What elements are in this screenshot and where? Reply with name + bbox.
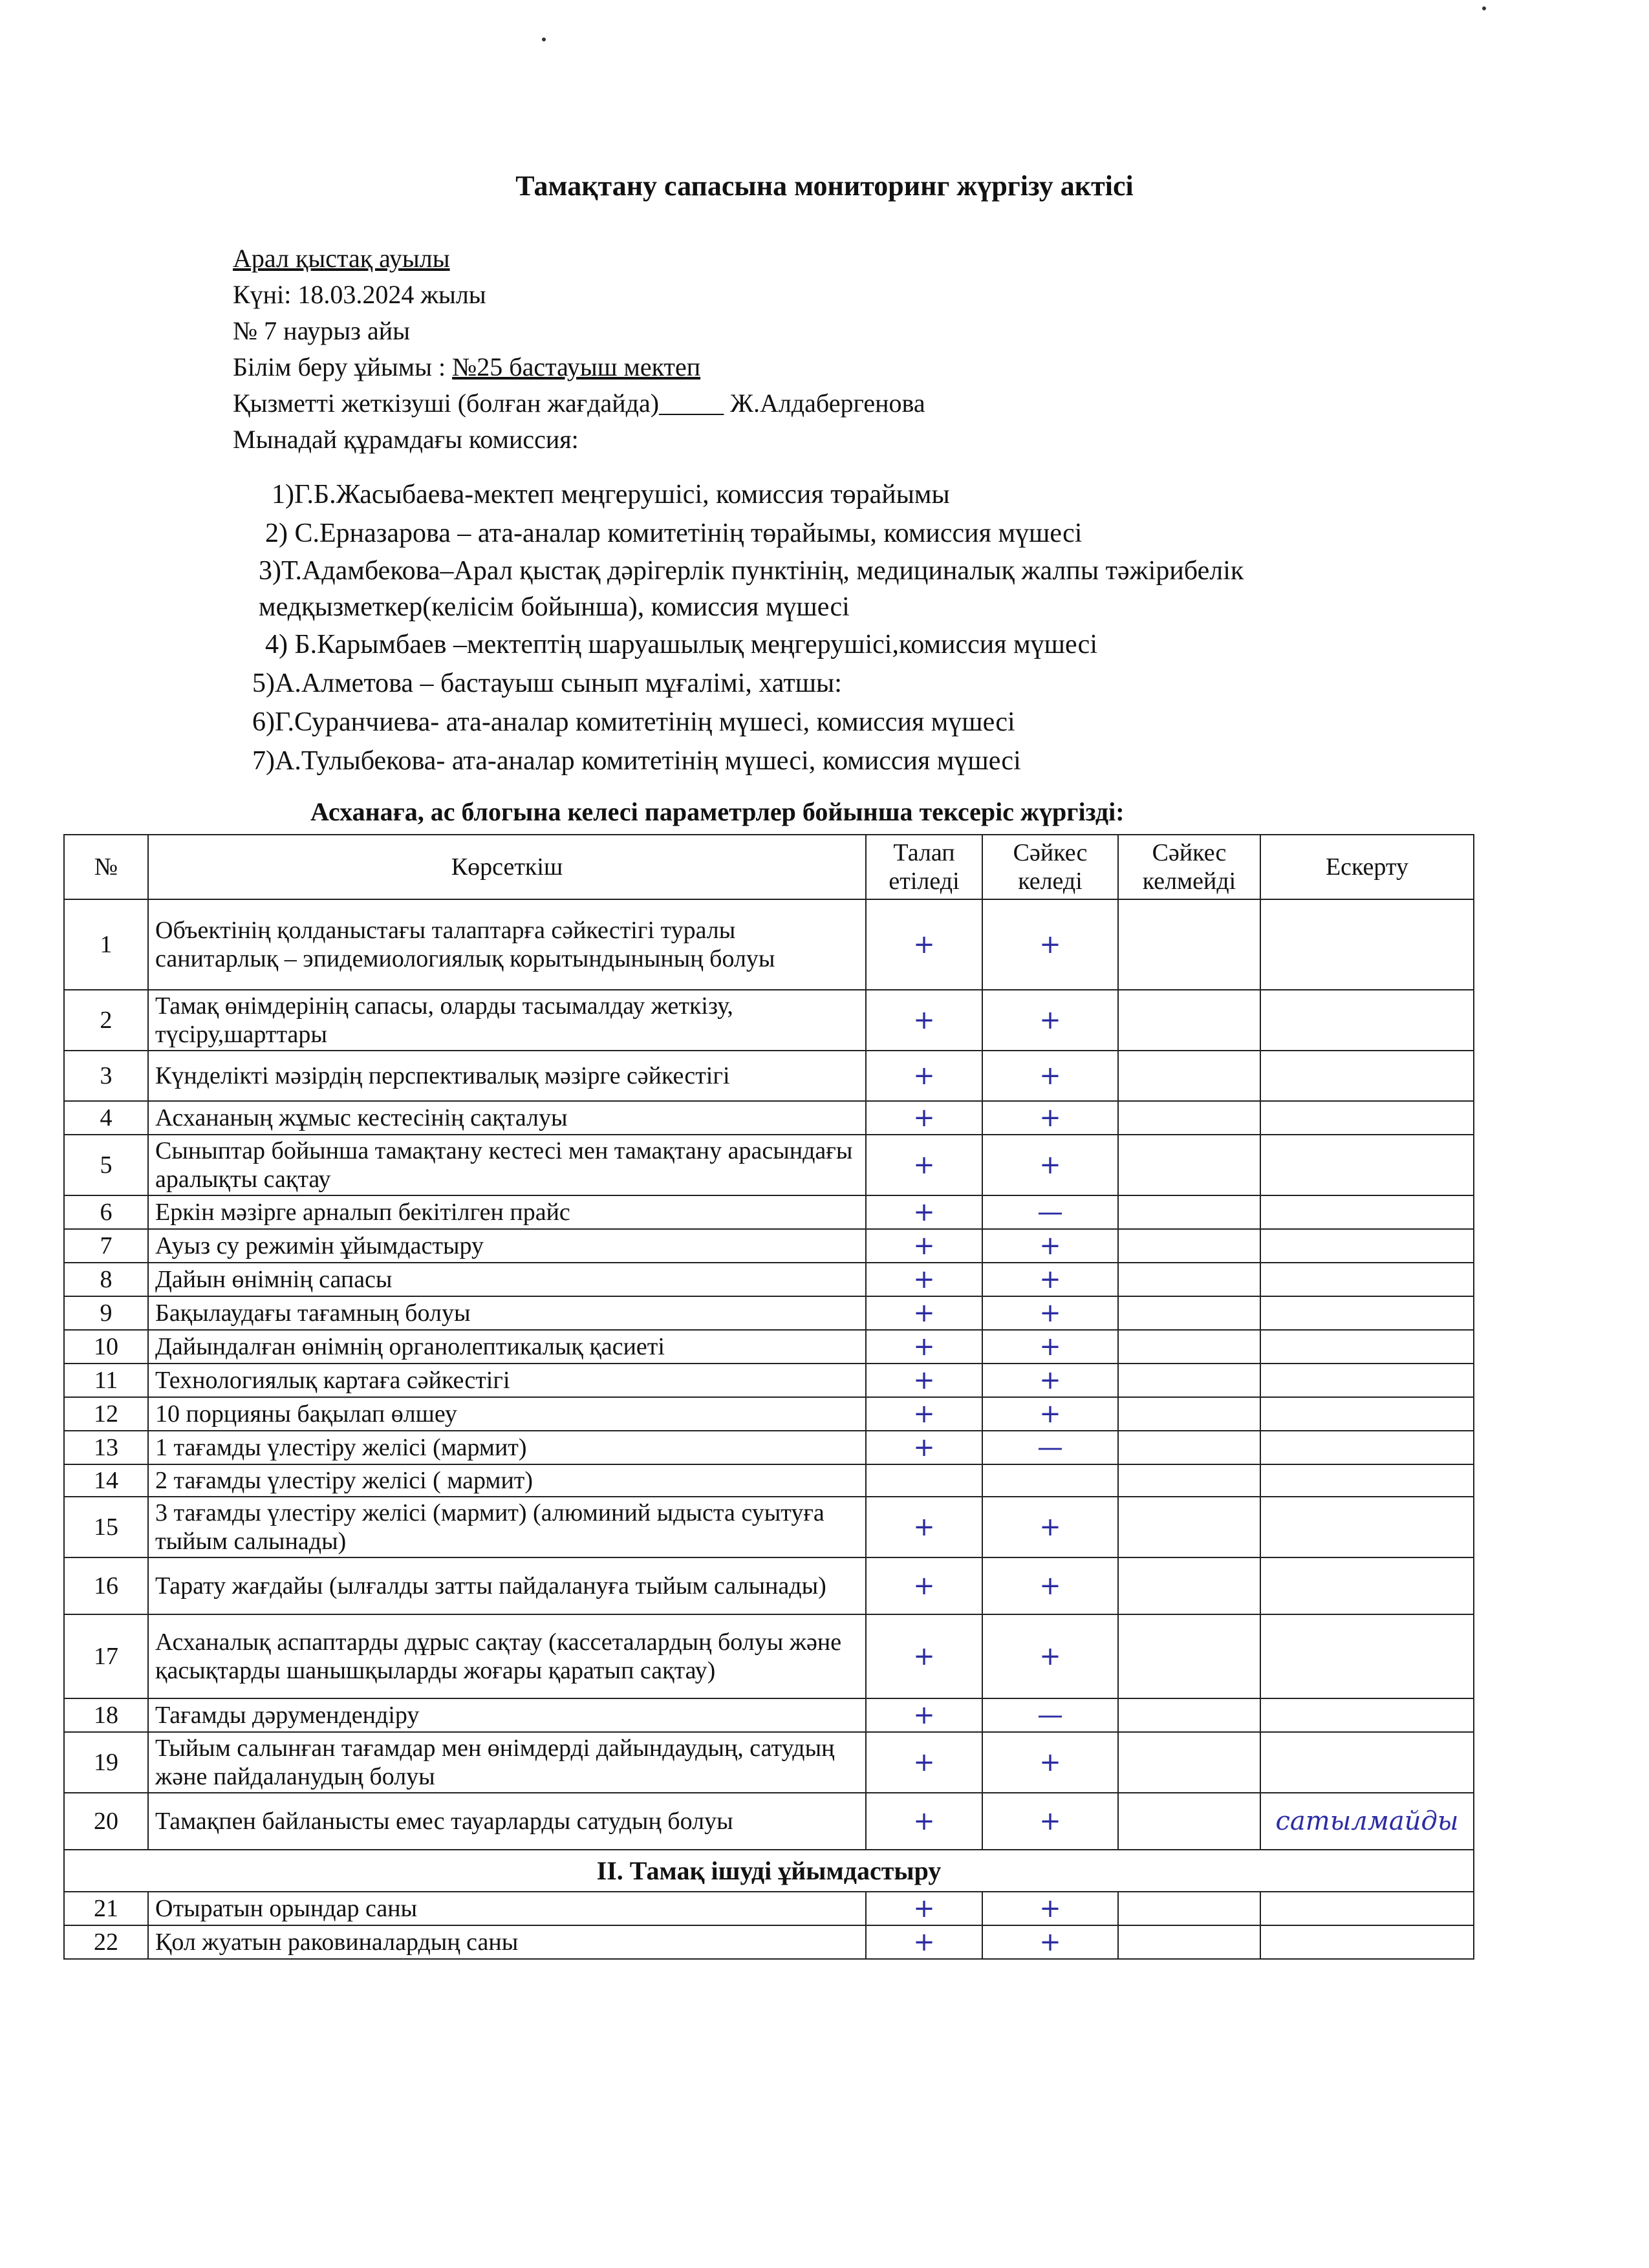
row-noncompliant-mark bbox=[1118, 1229, 1260, 1263]
row-note bbox=[1260, 1135, 1474, 1195]
row-required-mark: + bbox=[866, 1793, 982, 1850]
row-required-mark: + bbox=[866, 1732, 982, 1793]
row-noncompliant-mark bbox=[1118, 1431, 1260, 1464]
row-note bbox=[1260, 1101, 1474, 1135]
row-number: 20 bbox=[64, 1793, 148, 1850]
table-row bbox=[64, 1557, 1474, 1614]
table-row bbox=[64, 1229, 1474, 1263]
row-compliant-mark: + bbox=[982, 1557, 1118, 1614]
section-2-row bbox=[64, 1850, 1474, 1892]
row-required-mark: + bbox=[866, 1364, 982, 1397]
commission-member: 4) Б.Карымбаев –мектептің шаруашылық меңгерушісі,комиссия мүшесі bbox=[265, 630, 1097, 659]
row-compliant-mark: + bbox=[982, 1330, 1118, 1364]
table-row bbox=[64, 1698, 1474, 1732]
row-noncompliant-mark bbox=[1118, 990, 1260, 1051]
act-header bbox=[233, 241, 925, 458]
row-compliant-mark: — bbox=[982, 1195, 1118, 1229]
row-note bbox=[1260, 1296, 1474, 1330]
row-compliant-mark: + bbox=[982, 1364, 1118, 1397]
row-number: 18 bbox=[64, 1698, 148, 1732]
scan-speck bbox=[1482, 6, 1486, 10]
row-number: 15 bbox=[64, 1497, 148, 1557]
row-number: 16 bbox=[64, 1557, 148, 1614]
scan-speck bbox=[542, 37, 546, 41]
row-noncompliant-mark bbox=[1118, 1195, 1260, 1229]
header-note: Ескерту bbox=[1260, 835, 1474, 899]
table-row bbox=[64, 1135, 1474, 1195]
header-num: № bbox=[64, 835, 148, 899]
header-required: Талап етіледі bbox=[866, 835, 982, 899]
row-noncompliant-mark bbox=[1118, 899, 1260, 990]
table-row bbox=[64, 899, 1474, 990]
row-number: 2 bbox=[64, 990, 148, 1051]
row-indicator: Тағамды дәрумендендіру bbox=[148, 1698, 866, 1732]
supplier-line bbox=[233, 385, 925, 422]
table-row bbox=[64, 1263, 1474, 1296]
row-number: 13 bbox=[64, 1431, 148, 1464]
row-noncompliant-mark bbox=[1118, 1263, 1260, 1296]
row-required-mark: + bbox=[866, 1397, 982, 1431]
row-indicator: 2 тағамды үлестіру желісі ( мармит) bbox=[148, 1464, 866, 1497]
row-number: 1 bbox=[64, 899, 148, 990]
row-number: 8 bbox=[64, 1263, 148, 1296]
row-indicator: Технологиялық картаға сәйкестігі bbox=[148, 1364, 866, 1397]
row-note bbox=[1260, 1698, 1474, 1732]
row-note bbox=[1260, 1557, 1474, 1614]
row-note bbox=[1260, 1464, 1474, 1497]
row-compliant-mark: + bbox=[982, 1263, 1118, 1296]
row-note bbox=[1260, 990, 1474, 1051]
act-date: Күні: 18.03.2024 жылы bbox=[233, 280, 486, 309]
table-row bbox=[64, 1296, 1474, 1330]
row-required-mark: + bbox=[866, 1263, 982, 1296]
row-indicator: Ауыз су режимін ұйымдастыру bbox=[148, 1229, 866, 1263]
row-noncompliant-mark bbox=[1118, 1464, 1260, 1497]
inspection-intro: Асханаға, ас блогына келесі параметрлер бойынша тексеріс жүргізді: bbox=[310, 797, 1125, 826]
row-indicator: Бақылаудағы тағамның болуы bbox=[148, 1296, 866, 1330]
row-indicator: 10 порцияны бақылап өлшеу bbox=[148, 1397, 866, 1431]
row-indicator: 3 тағамды үлестіру желісі (мармит) (алюминий ыдыста суытуға тыйым салынады) bbox=[148, 1497, 866, 1557]
row-indicator: Күнделікті мәзірдің перспективалық мәзірге сәйкестігі bbox=[148, 1051, 866, 1101]
row-required-mark: + bbox=[866, 1296, 982, 1330]
table-row bbox=[64, 1793, 1474, 1850]
table-row bbox=[64, 1497, 1474, 1557]
row-compliant-mark: + bbox=[982, 1397, 1118, 1431]
row-noncompliant-mark bbox=[1118, 1330, 1260, 1364]
header-indicator: Көрсеткіш bbox=[148, 835, 866, 899]
table-row bbox=[64, 1892, 1474, 1925]
row-note bbox=[1260, 1925, 1474, 1959]
row-note bbox=[1260, 1732, 1474, 1793]
supplier-value: Ж.Алдабергенова bbox=[730, 389, 925, 418]
document-title: Тамақтану сапасына мониторинг жүргізу актісі bbox=[515, 170, 1134, 202]
row-compliant-mark: + bbox=[982, 1135, 1118, 1195]
row-required-mark: + bbox=[866, 1925, 982, 1959]
row-indicator: Еркін мәзірге арналып бекітілген прайс bbox=[148, 1195, 866, 1229]
row-required-mark: + bbox=[866, 899, 982, 990]
row-indicator: Объектінің қолданыстағы талаптарға сәйкестігі туралы санитарлық – эпидемиологиялық корытындынының болуы bbox=[148, 899, 866, 990]
row-compliant-mark bbox=[982, 1464, 1118, 1497]
row-note bbox=[1260, 1364, 1474, 1397]
row-compliant-mark: + bbox=[982, 1051, 1118, 1101]
row-number: 11 bbox=[64, 1364, 148, 1397]
row-noncompliant-mark bbox=[1118, 1732, 1260, 1793]
table-row bbox=[64, 1101, 1474, 1135]
row-number: 10 bbox=[64, 1330, 148, 1364]
header-compliant: Сәйкес келеді bbox=[982, 835, 1118, 899]
row-noncompliant-mark bbox=[1118, 1698, 1260, 1732]
table-row bbox=[64, 1464, 1474, 1497]
table-row bbox=[64, 1051, 1474, 1101]
row-compliant-mark: + bbox=[982, 1296, 1118, 1330]
row-indicator: Тыйым салынған тағамдар мен өнімдерді дайындаудың, сатудың және пайдаланудың болуы bbox=[148, 1732, 866, 1793]
table-row bbox=[64, 1431, 1474, 1464]
row-noncompliant-mark bbox=[1118, 1135, 1260, 1195]
row-number: 9 bbox=[64, 1296, 148, 1330]
row-number: 4 bbox=[64, 1101, 148, 1135]
row-noncompliant-mark bbox=[1118, 1892, 1260, 1925]
row-compliant-mark: + bbox=[982, 1497, 1118, 1557]
row-noncompliant-mark bbox=[1118, 1296, 1260, 1330]
section-2-title: ІІ. Тамақ ішуді ұйымдастыру bbox=[64, 1850, 1474, 1892]
row-indicator: Асхананың жұмыс кестесінің сақталуы bbox=[148, 1101, 866, 1135]
table-row bbox=[64, 990, 1474, 1051]
table-row bbox=[64, 1195, 1474, 1229]
row-indicator: Тамақпен байланысты емес тауарларды сатудың болуы bbox=[148, 1793, 866, 1850]
act-number-month: № 7 наурыз айы bbox=[233, 316, 411, 345]
row-note: сатылмайды bbox=[1260, 1793, 1474, 1850]
row-indicator: Асханалық аспаптарды дұрыс сақтау (кассеталардың болуы және қасықтарды шанышқыларды жоғары қаратып сақтау) bbox=[148, 1614, 866, 1698]
row-number: 12 bbox=[64, 1397, 148, 1431]
row-required-mark: + bbox=[866, 1431, 982, 1464]
row-indicator: 1 тағамды үлестіру желісі (мармит) bbox=[148, 1431, 866, 1464]
row-number: 17 bbox=[64, 1614, 148, 1698]
table-row bbox=[64, 1614, 1474, 1698]
row-compliant-mark: + bbox=[982, 1614, 1118, 1698]
row-required-mark: + bbox=[866, 1330, 982, 1364]
organization-value: №25 бастауыш мектеп bbox=[452, 352, 701, 381]
row-compliant-mark: — bbox=[982, 1698, 1118, 1732]
row-noncompliant-mark bbox=[1118, 1557, 1260, 1614]
commission-member: 1)Г.Б.Жасыбаева-мектеп меңгерушісі, комиссия төрайымы bbox=[272, 480, 950, 509]
commission-member: 5)А.Алметова – бастауыш сынып мұғалімі, хатшы: bbox=[252, 669, 842, 698]
commission-members bbox=[252, 475, 1474, 780]
table-header-row bbox=[64, 835, 1474, 899]
row-number: 19 bbox=[64, 1732, 148, 1793]
row-indicator: Сыныптар бойынша тамақтану кестесі мен тамақтану арасындағы аралықты сақтау bbox=[148, 1135, 866, 1195]
commission-member: 3)Т.Адамбекова–Арал қыстақ дәрігерлік пунктінің, медициналық жалпы тәжірибелік медқызметкер(келісім бойынша), комиссия мүшесі bbox=[259, 556, 1244, 622]
row-note bbox=[1260, 1892, 1474, 1925]
row-required-mark: + bbox=[866, 1497, 982, 1557]
row-noncompliant-mark bbox=[1118, 1793, 1260, 1850]
row-required-mark: + bbox=[866, 1698, 982, 1732]
row-note bbox=[1260, 1397, 1474, 1431]
row-number: 14 bbox=[64, 1464, 148, 1497]
table-row bbox=[64, 1330, 1474, 1364]
row-compliant-mark: + bbox=[982, 1793, 1118, 1850]
row-number: 7 bbox=[64, 1229, 148, 1263]
row-compliant-mark: — bbox=[982, 1431, 1118, 1464]
row-required-mark: + bbox=[866, 1892, 982, 1925]
row-note bbox=[1260, 899, 1474, 990]
row-compliant-mark: + bbox=[982, 990, 1118, 1051]
commission-member: 7)А.Тулыбекова- ата-аналар комитетінің мүшесі, комиссия мүшесі bbox=[252, 746, 1021, 776]
row-required-mark: + bbox=[866, 1051, 982, 1101]
row-note bbox=[1260, 1431, 1474, 1464]
row-required-mark bbox=[866, 1464, 982, 1497]
row-required-mark: + bbox=[866, 1101, 982, 1135]
row-indicator: Тамақ өнімдерінің сапасы, оларды тасымалдау жеткізу, түсіру,шарттары bbox=[148, 990, 866, 1051]
table-row bbox=[64, 1397, 1474, 1431]
row-required-mark: + bbox=[866, 1614, 982, 1698]
row-number: 5 bbox=[64, 1135, 148, 1195]
row-number: 22 bbox=[64, 1925, 148, 1959]
row-note bbox=[1260, 1330, 1474, 1364]
row-required-mark: + bbox=[866, 1135, 982, 1195]
row-indicator: Дайын өнімнің сапасы bbox=[148, 1263, 866, 1296]
row-number: 21 bbox=[64, 1892, 148, 1925]
village-name: Арал қыстақ ауылы bbox=[233, 244, 450, 273]
row-noncompliant-mark bbox=[1118, 1051, 1260, 1101]
row-note bbox=[1260, 1614, 1474, 1698]
row-compliant-mark: + bbox=[982, 899, 1118, 990]
row-note bbox=[1260, 1263, 1474, 1296]
row-required-mark: + bbox=[866, 1195, 982, 1229]
commission-member: 2) С.Ерназарова – ата-аналар комитетінің төрайымы, комиссия мүшесі bbox=[265, 519, 1083, 548]
row-noncompliant-mark bbox=[1118, 1101, 1260, 1135]
table-row bbox=[64, 1732, 1474, 1793]
row-indicator: Дайындалған өнімнің органолептикалық қасиеті bbox=[148, 1330, 866, 1364]
organization-line bbox=[233, 349, 925, 385]
row-indicator: Қол жуатын раковиналардың саны bbox=[148, 1925, 866, 1959]
row-required-mark: + bbox=[866, 990, 982, 1051]
row-compliant-mark: + bbox=[982, 1892, 1118, 1925]
commission-label: Мынадай құрамдағы комиссия: bbox=[233, 425, 579, 454]
supplier-label: Қызметті жеткізуші (болған жағдайда)_____ bbox=[233, 389, 731, 418]
row-indicator: Отыратын орындар саны bbox=[148, 1892, 866, 1925]
row-note bbox=[1260, 1497, 1474, 1557]
commission-member: 6)Г.Суранчиева- ата-аналар комитетінің мүшесі, комиссия мүшесі bbox=[252, 707, 1015, 737]
row-compliant-mark: + bbox=[982, 1925, 1118, 1959]
row-compliant-mark: + bbox=[982, 1229, 1118, 1263]
row-noncompliant-mark bbox=[1118, 1925, 1260, 1959]
row-compliant-mark: + bbox=[982, 1101, 1118, 1135]
row-number: 3 bbox=[64, 1051, 148, 1101]
inspection-table bbox=[63, 834, 1474, 1960]
table-row bbox=[64, 1925, 1474, 1959]
row-required-mark: + bbox=[866, 1557, 982, 1614]
row-indicator: Тарату жағдайы (ылғалды затты пайдалануға тыйым салынады) bbox=[148, 1557, 866, 1614]
row-note bbox=[1260, 1195, 1474, 1229]
row-noncompliant-mark bbox=[1118, 1364, 1260, 1397]
organization-label: Білім беру ұйымы : bbox=[233, 352, 453, 381]
row-noncompliant-mark bbox=[1118, 1397, 1260, 1431]
row-noncompliant-mark bbox=[1118, 1497, 1260, 1557]
table-row bbox=[64, 1364, 1474, 1397]
row-note bbox=[1260, 1051, 1474, 1101]
row-number: 6 bbox=[64, 1195, 148, 1229]
row-compliant-mark: + bbox=[982, 1732, 1118, 1793]
row-noncompliant-mark bbox=[1118, 1614, 1260, 1698]
row-required-mark: + bbox=[866, 1229, 982, 1263]
row-note bbox=[1260, 1229, 1474, 1263]
header-noncompliant: Сәйкес келмейді bbox=[1118, 835, 1260, 899]
